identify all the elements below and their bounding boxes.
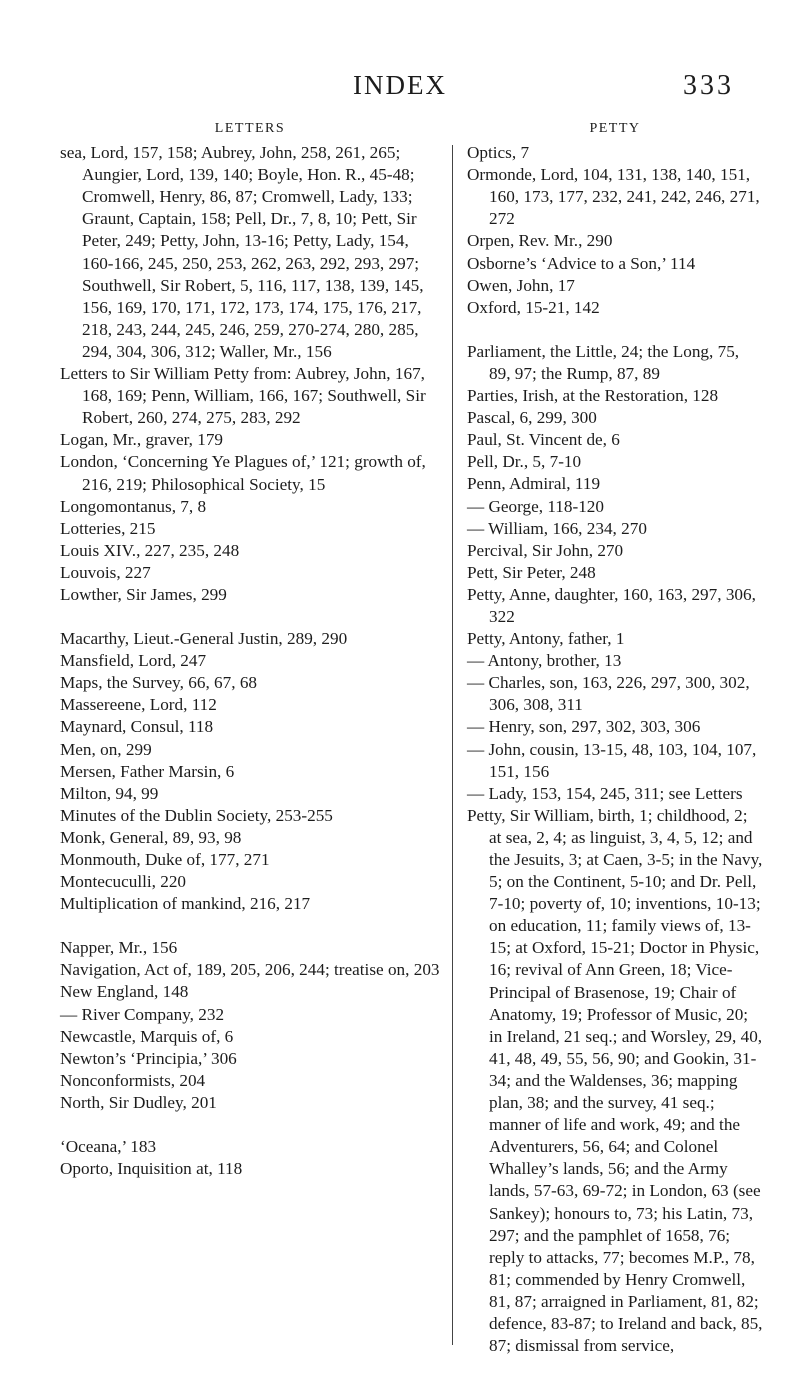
index-group-r2 <box>467 341 763 1357</box>
index-entry: Maps, the Survey, 66, 67, 68 <box>60 673 258 693</box>
index-group-l2 <box>60 628 440 915</box>
index-entry: Optics, 7 <box>467 143 530 163</box>
index-column-right <box>467 118 763 1357</box>
index-entry: North, Sir Dudley, 201 <box>60 1092 217 1112</box>
index-entry: Longomontanus, 7, 8 <box>60 496 207 516</box>
index-entry: Louvois, 227 <box>60 562 151 582</box>
index-entry: Napper, Mr., 156 <box>60 938 178 958</box>
index-entry: — William, 166, 234, 270 <box>467 518 647 538</box>
index-entry: London, ‘Concerning Ye Plagues of,’ 121; growth of, 216, 219; Philosophical Society, 15 <box>60 452 426 494</box>
index-entry: sea, Lord, 157, 158; Aubrey, John, 258, 261, 265; Aungier, Lord, 139, 140; Boyle, Hon. R., 45-48; Cromwell, Henry, 86, 87; Cromwell, Lady, 133; Graunt, Captain, 158; Pell, Dr., 7, 8, 10; Pett, Sir Peter, 249; Petty, John, 13-16; Petty, Lady, 154, 160-166, 245, 250, 253, 262, 263, 292, 293, 297; Southwell, Sir Robert, 5, 116, 117, 138, 139, 145, 156, 169, 170, 171, 172, 173, 174, 175, 176, 217, 218, 243, 244, 245, 246, 259, 270-274, 280, 285, 294, 304, 306, 312; Waller, Mr., 156 <box>60 143 424 361</box>
index-entry: Parties, Irish, at the Restoration, 128 <box>467 386 719 406</box>
page-title: INDEX <box>353 70 447 100</box>
index-entry: Montecuculli, 220 <box>60 872 187 892</box>
index-entry: Oxford, 15-21, 142 <box>467 297 600 317</box>
index-entry: Petty, Antony, father, 1 <box>467 629 625 649</box>
index-entry: Mersen, Father Marsin, 6 <box>60 761 235 781</box>
index-entry: Newcastle, Marquis of, 6 <box>60 1026 234 1046</box>
index-entry: Newton’s ‘Principia,’ 306 <box>60 1048 237 1068</box>
index-entry: — Lady, 153, 154, 245, 311; see Letters <box>467 783 743 803</box>
page-number: 333 <box>683 70 734 101</box>
index-entry: Lowther, Sir James, 299 <box>60 584 227 604</box>
index-entry: Nonconformists, 204 <box>60 1070 206 1090</box>
index-entry: Pell, Dr., 5, 7-10 <box>467 452 582 472</box>
index-entry: Owen, John, 17 <box>467 275 575 295</box>
index-entry: Men, on, 299 <box>60 739 152 759</box>
index-entry: Percival, Sir John, 270 <box>467 540 624 560</box>
index-entry: Parliament, the Little, 24; the Long, 75, 89, 97; the Rump, 87, 89 <box>467 341 740 383</box>
index-entry: Multiplication of mankind, 216, 217 <box>60 894 311 914</box>
index-entry: — George, 118-120 <box>467 496 604 516</box>
index-entry: Minutes of the Dublin Society, 253-255 <box>60 805 333 825</box>
index-entry: New England, 148 <box>60 982 189 1002</box>
index-entry: Ormonde, Lord, 104, 131, 138, 140, 151, 160, 173, 177, 232, 241, 242, 246, 271, 272 <box>467 165 760 229</box>
index-entry: Oporto, Inquisition at, 118 <box>60 1159 243 1179</box>
index-entry: Milton, 94, 99 <box>60 783 159 803</box>
running-head-left: LETTERS <box>214 121 286 136</box>
index-entry: Monk, General, 89, 93, 98 <box>60 827 242 847</box>
index-entry: Pett, Sir Peter, 248 <box>467 562 596 582</box>
column-divider <box>452 145 453 1345</box>
index-entry: Letters to Sir William Petty from: Aubrey, John, 167, 168, 169; Penn, William, 166, 167; Southwell, Sir Robert, 260, 274, 275, 283, 292 <box>60 364 426 428</box>
index-entry: Lotteries, 215 <box>60 518 156 538</box>
index-entry: Orpen, Rev. Mr., 290 <box>467 231 613 251</box>
running-head-right: PETTY <box>589 121 641 136</box>
index-group-l3 <box>60 937 440 1114</box>
index-entry: Osborne’s ‘Advice to a Son,’ 114 <box>467 253 696 273</box>
index-entry: — John, cousin, 13-15, 48, 103, 104, 107, 151, 156 <box>467 739 757 781</box>
index-entry: Maynard, Consul, 118 <box>60 717 214 737</box>
index-entry: Petty, Anne, daughter, 160, 163, 297, 306, 322 <box>467 584 756 626</box>
index-entry: Penn, Admiral, 119 <box>467 474 601 494</box>
index-entry: Massereene, Lord, 112 <box>60 695 217 715</box>
index-entry: Mansfield, Lord, 247 <box>60 651 207 671</box>
index-entry: Logan, Mr., graver, 179 <box>60 430 224 450</box>
index-entry: Navigation, Act of, 189, 205, 206, 244; treatise on, 203 <box>60 960 440 980</box>
index-group-l4 <box>60 1136 440 1180</box>
index-entry: — River Company, 232 <box>60 1004 225 1024</box>
index-entry: Macarthy, Lieut.-General Justin, 289, 290 <box>60 629 348 649</box>
index-entry: Monmouth, Duke of, 177, 271 <box>60 850 270 869</box>
index-entry: Petty, Sir William, birth, 1; childhood, 2; at sea, 2, 4; as linguist, 3, 4, 5, 12; and the Jesuits, 3; at Caen, 3-5; in the Navy, 5; on the Continent, 5-10; and Dr. Pell, 7-10; poverty of, 10; inventions, 10-13; on education, 11; family views of, 13-15; at Oxford, 15-21; Doctor in Physic, 16; revival of Ann Green, 18; Vice-Principal of Brasenose, 19; Chair of Anatomy, 19; Professor of Music, 20; in Ireland, 21 seq.; and Worsley, 29, 40, 41, 48, 49, 55, 56, 90; and Gookin, 31-34; and the Waldenses, 36; mapping plan, 38; and the survey, 41 seq.; manner of life and work, 49; and the Adventurers, 56, 64; and Colonel Whalley’s lands, 56; and the Army lands, 57-63, 69-72; in London, 63 (see Sankey); honours to, 73; his Latin, 73, 297; and the pamphlet of 1658, 76; reply to attacks, 77; becomes M.P., 78, 81; commended by Henry Cromwell, 81, 87; arraigned in Parliament, 81, 82; defence, 83-87; to Ireland and back, 85, 87; dismissal from service, <box>467 805 763 1356</box>
index-entry: — Henry, son, 297, 302, 303, 306 <box>467 717 701 737</box>
index-group-r1 <box>467 142 763 319</box>
index-entry: Pascal, 6, 299, 300 <box>467 408 597 428</box>
index-entry: ‘Oceana,’ 183 <box>60 1137 157 1157</box>
index-entry: — Charles, son, 163, 226, 297, 300, 302, 306, 308, 311 <box>467 673 750 715</box>
index-entry: — Antony, brother, 13 <box>467 651 622 671</box>
index-entry: Paul, St. Vincent de, 6 <box>467 430 620 450</box>
index-entry: Louis XIV., 227, 235, 248 <box>60 540 240 560</box>
index-column-left <box>60 118 440 1180</box>
index-group-l1 <box>60 142 440 606</box>
